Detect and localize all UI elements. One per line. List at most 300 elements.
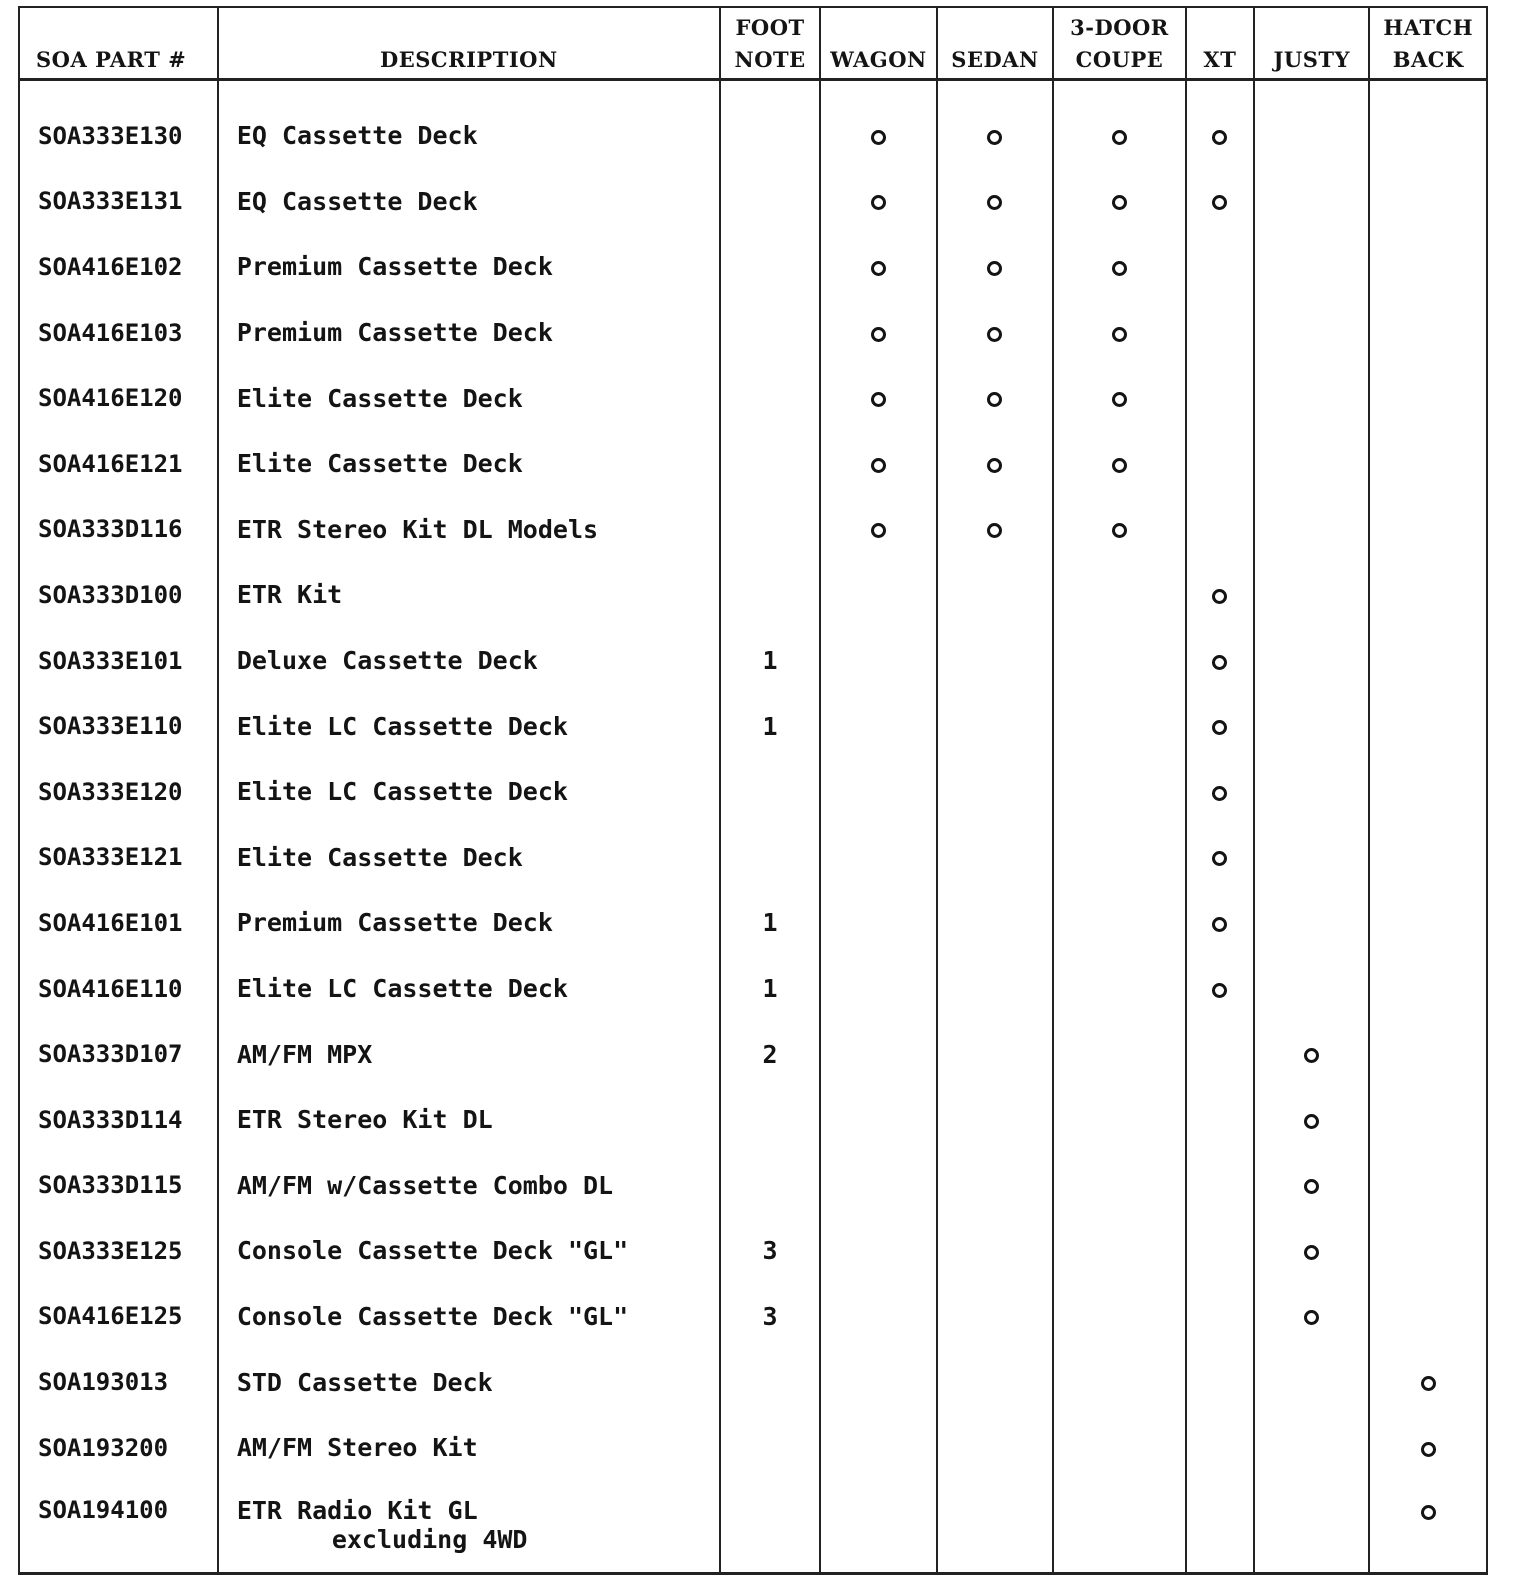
header-hatchback	[1369, 7, 1487, 80]
sedan-fitment-cell	[937, 1349, 1053, 1415]
fitment-mark-icon	[1112, 458, 1127, 473]
justy-fitment-cell	[1254, 1480, 1369, 1574]
footnote-cell	[720, 562, 820, 628]
fitment-mark-icon	[871, 195, 886, 210]
hatchback-fitment-cell	[1369, 300, 1487, 366]
sedan-fitment-cell	[937, 825, 1053, 891]
footnote-cell: 1	[720, 956, 820, 1022]
sedan-fitment-cell	[937, 234, 1053, 300]
header-description: DESCRIPTION	[218, 7, 720, 80]
part-number-cell: SOA416E102	[19, 234, 218, 300]
table-row	[19, 431, 1487, 497]
parts-table	[18, 6, 1488, 1575]
fitment-mark-icon	[1212, 851, 1227, 866]
fitment-mark-icon	[987, 458, 1002, 473]
fitment-mark-icon	[1112, 261, 1127, 276]
xt-fitment-cell	[1186, 1087, 1254, 1153]
hatchback-fitment-cell	[1369, 431, 1487, 497]
fitment-mark-icon	[987, 392, 1002, 407]
sedan-fitment-cell	[937, 562, 1053, 628]
description-cell	[218, 234, 720, 300]
hatchback-fitment-cell	[1369, 1087, 1487, 1153]
description-text: Deluxe Cassette Deck	[236, 646, 538, 676]
fitment-mark-icon	[1212, 589, 1227, 604]
xt-fitment-cell	[1186, 300, 1254, 366]
table-row	[19, 1415, 1487, 1481]
part-number-cell: SOA416E120	[19, 365, 218, 431]
fitment-mark-icon	[1112, 130, 1127, 145]
hatchback-fitment-cell	[1369, 1480, 1487, 1574]
footnote-cell: 2	[720, 1021, 820, 1087]
hatchback-fitment-cell	[1369, 1349, 1487, 1415]
fitment-mark-icon	[1304, 1179, 1319, 1194]
sedan-fitment-cell	[937, 1087, 1053, 1153]
description-text: Premium Cassette Deck	[236, 318, 553, 348]
coupe-fitment-cell	[1053, 1480, 1186, 1574]
justy-fitment-cell	[1254, 1284, 1369, 1350]
table-row	[19, 169, 1487, 235]
description-cell	[218, 1153, 720, 1219]
description-text: Console Cassette Deck "GL"	[236, 1236, 629, 1266]
part-number-cell: SOA333D115	[19, 1153, 218, 1219]
footnote-cell: 3	[720, 1218, 820, 1284]
hatchback-fitment-cell	[1369, 693, 1487, 759]
part-number-cell: SOA194100	[19, 1480, 218, 1574]
fitment-mark-icon	[1421, 1505, 1436, 1520]
footnote-cell: 3	[720, 1284, 820, 1350]
table-row	[19, 562, 1487, 628]
description-text: Elite LC Cassette Deck	[236, 711, 568, 741]
fitment-mark-icon	[1112, 195, 1127, 210]
wagon-fitment-cell	[820, 497, 936, 563]
xt-fitment-cell	[1186, 759, 1254, 825]
sedan-fitment-cell	[937, 365, 1053, 431]
wagon-fitment-cell	[820, 234, 936, 300]
description-text: Premium Cassette Deck	[236, 252, 553, 282]
header-footnote-line1: FOOT	[735, 15, 805, 40]
xt-fitment-cell	[1186, 628, 1254, 694]
fitment-mark-icon	[987, 327, 1002, 342]
coupe-fitment-cell	[1053, 169, 1186, 235]
part-number-cell: SOA416E110	[19, 956, 218, 1022]
justy-fitment-cell	[1254, 1415, 1369, 1481]
sedan-fitment-cell	[937, 628, 1053, 694]
description-text: ETR Radio Kit GL	[236, 1496, 478, 1526]
hatchback-fitment-cell	[1369, 169, 1487, 235]
footnote-cell	[720, 365, 820, 431]
wagon-fitment-cell	[820, 169, 936, 235]
wagon-fitment-cell	[820, 825, 936, 891]
justy-fitment-cell	[1254, 693, 1369, 759]
xt-fitment-cell	[1186, 431, 1254, 497]
header-sedan: SEDAN	[937, 7, 1053, 80]
description-cell	[218, 1284, 720, 1350]
fitment-mark-icon	[1212, 917, 1227, 932]
fitment-mark-icon	[987, 261, 1002, 276]
coupe-fitment-cell	[1053, 1415, 1186, 1481]
description-text: AM/FM Stereo Kit	[236, 1433, 478, 1463]
header-coupe-line2: COUPE	[1075, 47, 1164, 72]
sedan-fitment-cell	[937, 693, 1053, 759]
fitment-mark-icon	[1112, 327, 1127, 342]
xt-fitment-cell	[1186, 825, 1254, 891]
description-cell	[218, 759, 720, 825]
coupe-fitment-cell	[1053, 693, 1186, 759]
sedan-fitment-cell	[937, 890, 1053, 956]
description-cell	[218, 1349, 720, 1415]
table-row	[19, 628, 1487, 694]
wagon-fitment-cell	[820, 628, 936, 694]
description-text: Elite Cassette Deck	[236, 842, 523, 872]
justy-fitment-cell	[1254, 825, 1369, 891]
description-text: ETR Stereo Kit DL Models	[236, 514, 599, 544]
xt-fitment-cell	[1186, 80, 1254, 169]
hatchback-fitment-cell	[1369, 1284, 1487, 1350]
xt-fitment-cell	[1186, 693, 1254, 759]
footnote-cell	[720, 825, 820, 891]
header-coupe-line1: 3-DOOR	[1070, 15, 1169, 40]
description-cell	[218, 562, 720, 628]
header-coupe	[1053, 7, 1186, 80]
footnote-cell	[720, 1153, 820, 1219]
description-cell	[218, 1480, 720, 1574]
description-text: AM/FM w/Cassette Combo DL	[236, 1170, 614, 1200]
footnote-cell	[720, 80, 820, 169]
description-cell	[218, 825, 720, 891]
justy-fitment-cell	[1254, 1087, 1369, 1153]
xt-fitment-cell	[1186, 1218, 1254, 1284]
coupe-fitment-cell	[1053, 1087, 1186, 1153]
footnote-cell	[720, 759, 820, 825]
fitment-mark-icon	[1304, 1245, 1319, 1260]
coupe-fitment-cell	[1053, 1284, 1186, 1350]
sedan-fitment-cell	[937, 1021, 1053, 1087]
sedan-fitment-cell	[937, 169, 1053, 235]
part-number-cell: SOA333D114	[19, 1087, 218, 1153]
header-part-number: SOA PART #	[19, 7, 218, 80]
wagon-fitment-cell	[820, 956, 936, 1022]
wagon-fitment-cell	[820, 365, 936, 431]
justy-fitment-cell	[1254, 169, 1369, 235]
justy-fitment-cell	[1254, 300, 1369, 366]
footnote-cell	[720, 234, 820, 300]
justy-fitment-cell	[1254, 1349, 1369, 1415]
coupe-fitment-cell	[1053, 1021, 1186, 1087]
fitment-mark-icon	[1212, 655, 1227, 670]
hatchback-fitment-cell	[1369, 759, 1487, 825]
part-number-cell: SOA333E130	[19, 80, 218, 169]
footnote-cell	[720, 1349, 820, 1415]
fitment-mark-icon	[1212, 195, 1227, 210]
part-number-cell: SOA333E121	[19, 825, 218, 891]
hatchback-fitment-cell	[1369, 234, 1487, 300]
table-row	[19, 365, 1487, 431]
fitment-mark-icon	[1112, 392, 1127, 407]
sedan-fitment-cell	[937, 80, 1053, 169]
xt-fitment-cell	[1186, 890, 1254, 956]
xt-fitment-cell	[1186, 1349, 1254, 1415]
wagon-fitment-cell	[820, 759, 936, 825]
coupe-fitment-cell	[1053, 80, 1186, 169]
wagon-fitment-cell	[820, 1153, 936, 1219]
header-justy: JUSTY	[1254, 7, 1369, 80]
wagon-fitment-cell	[820, 300, 936, 366]
description-text: EQ Cassette Deck	[236, 186, 478, 216]
fitment-mark-icon	[871, 130, 886, 145]
sedan-fitment-cell	[937, 1415, 1053, 1481]
hatchback-fitment-cell	[1369, 1021, 1487, 1087]
coupe-fitment-cell	[1053, 431, 1186, 497]
footnote-cell	[720, 300, 820, 366]
xt-fitment-cell	[1186, 1021, 1254, 1087]
fitment-mark-icon	[1304, 1114, 1319, 1129]
hatchback-fitment-cell	[1369, 80, 1487, 169]
fitment-mark-icon	[1212, 983, 1227, 998]
fitment-mark-icon	[987, 195, 1002, 210]
justy-fitment-cell	[1254, 1153, 1369, 1219]
sedan-fitment-cell	[937, 759, 1053, 825]
description-text: Elite LC Cassette Deck	[236, 777, 568, 807]
fitment-mark-icon	[871, 523, 886, 538]
fitment-mark-icon	[871, 327, 886, 342]
hatchback-fitment-cell	[1369, 956, 1487, 1022]
table-row	[19, 693, 1487, 759]
sedan-fitment-cell	[937, 497, 1053, 563]
parts-compatibility-sheet	[18, 6, 1488, 1566]
xt-fitment-cell	[1186, 169, 1254, 235]
sedan-fitment-cell	[937, 1218, 1053, 1284]
table-row	[19, 1021, 1487, 1087]
sedan-fitment-cell	[937, 1480, 1053, 1574]
table-row	[19, 1087, 1487, 1153]
table-row	[19, 890, 1487, 956]
description-text: Premium Cassette Deck	[236, 908, 553, 938]
fitment-mark-icon	[1112, 523, 1127, 538]
hatchback-fitment-cell	[1369, 628, 1487, 694]
coupe-fitment-cell	[1053, 890, 1186, 956]
fitment-mark-icon	[1304, 1048, 1319, 1063]
header-hatchback-line2: BACK	[1392, 47, 1464, 72]
wagon-fitment-cell	[820, 890, 936, 956]
part-number-cell: SOA416E103	[19, 300, 218, 366]
fitment-mark-icon	[987, 130, 1002, 145]
footnote-cell	[720, 1087, 820, 1153]
wagon-fitment-cell	[820, 1021, 936, 1087]
justy-fitment-cell	[1254, 497, 1369, 563]
fitment-mark-icon	[871, 261, 886, 276]
header-hatchback-line1: HATCH	[1383, 15, 1474, 40]
description-text: Elite Cassette Deck	[236, 449, 523, 479]
xt-fitment-cell	[1186, 1480, 1254, 1574]
coupe-fitment-cell	[1053, 234, 1186, 300]
fitment-mark-icon	[987, 523, 1002, 538]
fitment-mark-icon	[1212, 786, 1227, 801]
table-row	[19, 825, 1487, 891]
hatchback-fitment-cell	[1369, 1218, 1487, 1284]
wagon-fitment-cell	[820, 1349, 936, 1415]
sedan-fitment-cell	[937, 431, 1053, 497]
xt-fitment-cell	[1186, 497, 1254, 563]
description-cell	[218, 628, 720, 694]
description-cell	[218, 1087, 720, 1153]
coupe-fitment-cell	[1053, 759, 1186, 825]
part-number-cell: SOA333E120	[19, 759, 218, 825]
part-number-cell: SOA416E101	[19, 890, 218, 956]
coupe-fitment-cell	[1053, 300, 1186, 366]
hatchback-fitment-cell	[1369, 562, 1487, 628]
table-row	[19, 1349, 1487, 1415]
part-number-cell: SOA333D116	[19, 497, 218, 563]
description-cell	[218, 1415, 720, 1481]
part-number-cell: SOA193200	[19, 1415, 218, 1481]
wagon-fitment-cell	[820, 1218, 936, 1284]
description-cell	[218, 693, 720, 759]
xt-fitment-cell	[1186, 1153, 1254, 1219]
xt-fitment-cell	[1186, 365, 1254, 431]
fitment-mark-icon	[1304, 1310, 1319, 1325]
xt-fitment-cell	[1186, 234, 1254, 300]
description-text: Console Cassette Deck "GL"	[236, 1301, 629, 1331]
justy-fitment-cell	[1254, 890, 1369, 956]
description-cell	[218, 365, 720, 431]
description-text: STD Cassette Deck	[236, 1367, 493, 1397]
xt-fitment-cell	[1186, 956, 1254, 1022]
footnote-cell	[720, 431, 820, 497]
hatchback-fitment-cell	[1369, 1415, 1487, 1481]
footnote-cell: 1	[720, 890, 820, 956]
table-row	[19, 1284, 1487, 1350]
coupe-fitment-cell	[1053, 1349, 1186, 1415]
coupe-fitment-cell	[1053, 825, 1186, 891]
justy-fitment-cell	[1254, 628, 1369, 694]
table-row	[19, 1153, 1487, 1219]
sedan-fitment-cell	[937, 1153, 1053, 1219]
fitment-mark-icon	[871, 458, 886, 473]
part-number-cell: SOA416E125	[19, 1284, 218, 1350]
coupe-fitment-cell	[1053, 1153, 1186, 1219]
description-cell	[218, 80, 720, 169]
description-text: EQ Cassette Deck	[236, 121, 478, 151]
sedan-fitment-cell	[937, 300, 1053, 366]
hatchback-fitment-cell	[1369, 890, 1487, 956]
description-cell	[218, 956, 720, 1022]
description-cell	[218, 431, 720, 497]
part-number-cell: SOA333D100	[19, 562, 218, 628]
part-number-cell: SOA333E110	[19, 693, 218, 759]
table-row	[19, 956, 1487, 1022]
justy-fitment-cell	[1254, 1218, 1369, 1284]
wagon-fitment-cell	[820, 562, 936, 628]
wagon-fitment-cell	[820, 1415, 936, 1481]
table-row	[19, 759, 1487, 825]
sedan-fitment-cell	[937, 1284, 1053, 1350]
table-header	[19, 7, 1487, 80]
footnote-cell	[720, 169, 820, 235]
part-number-cell: SOA193013	[19, 1349, 218, 1415]
fitment-mark-icon	[871, 392, 886, 407]
description-cell	[218, 497, 720, 563]
description-cell	[218, 169, 720, 235]
wagon-fitment-cell	[820, 80, 936, 169]
wagon-fitment-cell	[820, 1087, 936, 1153]
xt-fitment-cell	[1186, 1415, 1254, 1481]
justy-fitment-cell	[1254, 80, 1369, 169]
description-cell	[218, 1218, 720, 1284]
header-footnote-line2: NOTE	[734, 47, 806, 72]
description-text: ETR Stereo Kit DL	[236, 1105, 493, 1135]
wagon-fitment-cell	[820, 1284, 936, 1350]
fitment-mark-icon	[1212, 130, 1227, 145]
hatchback-fitment-cell	[1369, 497, 1487, 563]
description-text-line2: excluding 4WD	[331, 1525, 528, 1555]
description-cell	[218, 1021, 720, 1087]
justy-fitment-cell	[1254, 234, 1369, 300]
hatchback-fitment-cell	[1369, 365, 1487, 431]
footnote-cell: 1	[720, 693, 820, 759]
part-number-cell: SOA333E101	[19, 628, 218, 694]
wagon-fitment-cell	[820, 1480, 936, 1574]
part-number-cell: SOA333E131	[19, 169, 218, 235]
description-cell	[218, 300, 720, 366]
coupe-fitment-cell	[1053, 497, 1186, 563]
wagon-fitment-cell	[820, 693, 936, 759]
justy-fitment-cell	[1254, 1021, 1369, 1087]
table-row	[19, 300, 1487, 366]
justy-fitment-cell	[1254, 562, 1369, 628]
coupe-fitment-cell	[1053, 1218, 1186, 1284]
header-wagon: WAGON	[820, 7, 936, 80]
coupe-fitment-cell	[1053, 365, 1186, 431]
fitment-mark-icon	[1421, 1442, 1436, 1457]
sedan-fitment-cell	[937, 956, 1053, 1022]
description-text: ETR Kit	[236, 580, 343, 610]
coupe-fitment-cell	[1053, 956, 1186, 1022]
footnote-cell	[720, 497, 820, 563]
part-number-cell: SOA333E125	[19, 1218, 218, 1284]
hatchback-fitment-cell	[1369, 1153, 1487, 1219]
fitment-mark-icon	[1421, 1376, 1436, 1391]
part-number-cell: SOA333D107	[19, 1021, 218, 1087]
footnote-cell: 1	[720, 628, 820, 694]
header-footnote	[720, 7, 820, 80]
justy-fitment-cell	[1254, 365, 1369, 431]
fitment-mark-icon	[1212, 720, 1227, 735]
footnote-cell	[720, 1415, 820, 1481]
description-text: Elite Cassette Deck	[236, 383, 523, 413]
table-row	[19, 1480, 1487, 1574]
xt-fitment-cell	[1186, 562, 1254, 628]
justy-fitment-cell	[1254, 431, 1369, 497]
justy-fitment-cell	[1254, 956, 1369, 1022]
hatchback-fitment-cell	[1369, 825, 1487, 891]
description-text: AM/FM MPX	[236, 1039, 373, 1069]
wagon-fitment-cell	[820, 431, 936, 497]
header-xt: XT	[1186, 7, 1254, 80]
description-text: Elite LC Cassette Deck	[236, 974, 568, 1004]
xt-fitment-cell	[1186, 1284, 1254, 1350]
table-body	[19, 80, 1487, 1574]
footnote-cell	[720, 1480, 820, 1574]
description-cell	[218, 890, 720, 956]
table-row	[19, 80, 1487, 169]
coupe-fitment-cell	[1053, 628, 1186, 694]
justy-fitment-cell	[1254, 759, 1369, 825]
table-row	[19, 1218, 1487, 1284]
table-row	[19, 497, 1487, 563]
table-row	[19, 234, 1487, 300]
part-number-cell: SOA416E121	[19, 431, 218, 497]
coupe-fitment-cell	[1053, 562, 1186, 628]
